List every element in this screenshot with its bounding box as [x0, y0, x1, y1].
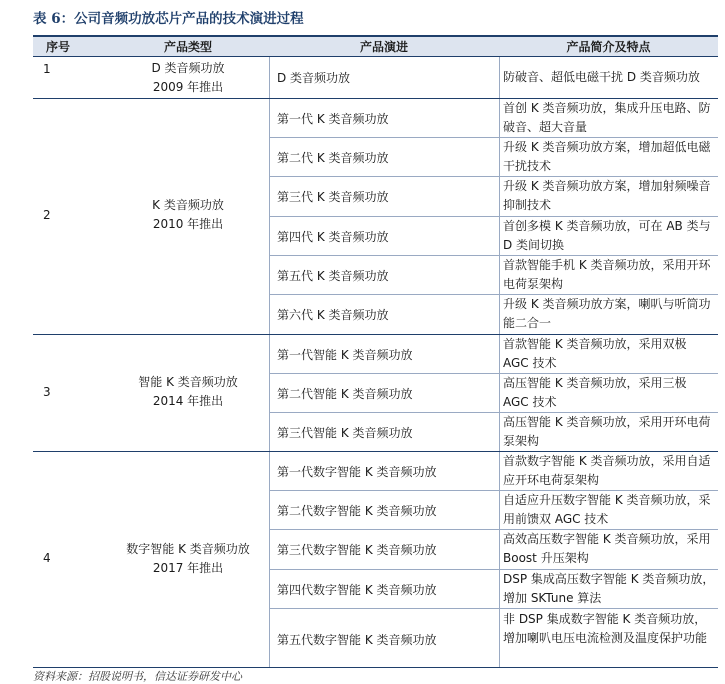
feature-cell: 首款数字智能 K 类音频功放，采用自适应开环电荷泵架构: [503, 454, 711, 487]
product-type-name: K 类音频功放: [152, 198, 224, 212]
feature-cell: 升级 K 类音频功放方案，增加超低电磁干扰技术: [503, 140, 711, 173]
table-title: 表 6：公司音频功放芯片产品的技术演进过程: [33, 11, 304, 27]
evolution-cell: 第一代数字智能 K 类音频功放: [277, 465, 437, 479]
feature-cell: DSP 集成高压数字智能 K 类音频功放，增加 SKTune 算法: [503, 572, 715, 605]
feature-cell: 首创多模 K 类音频功放，可在 AB 类与 D 类间切换: [503, 219, 711, 252]
product-type: [113, 196, 263, 234]
row-number: 1: [43, 62, 51, 76]
evolution-cell: 第一代智能 K 类音频功放: [277, 348, 413, 362]
feature-cell: 首款智能手机 K 类音频功放，采用开环电荷泵架构: [503, 258, 711, 291]
evolution-cell: 第四代数字智能 K 类音频功放: [277, 583, 437, 597]
evolution-cell: 第二代智能 K 类音频功放: [277, 387, 413, 401]
evolution-cell: 第四代 K 类音频功放: [277, 230, 389, 244]
row-number: 4: [43, 551, 51, 565]
feature-cell: 首款智能 K 类音频功放，采用双极 AGC 技术: [503, 337, 687, 370]
evolution-cell: 第三代数字智能 K 类音频功放: [277, 543, 437, 557]
header-seq: 序号: [45, 40, 70, 54]
product-type: [113, 540, 263, 578]
row-divider: [269, 608, 718, 609]
product-type: [113, 373, 263, 411]
feature-cell: 高压智能 K 类音频功放，采用开环电荷泵架构: [503, 415, 711, 448]
table-group-3: [33, 334, 718, 451]
feature-cell: 防破音、超低电磁干扰 D 类音频功放: [503, 70, 700, 84]
row-number: 2: [43, 208, 51, 222]
feature-cell: 非 DSP 集成数字智能 K 类音频功放，增加喇叭电压电流检测及温度保护功能: [503, 612, 708, 645]
feature-cell: 高效高压数字智能 K 类音频功放，采用 Boost 升压架构: [503, 532, 711, 565]
feature-cell: 升级 K 类音频功放方案，喇叭与听筒功能二合一: [503, 297, 711, 330]
header-type: 产品类型: [163, 40, 212, 54]
feature-cell: 高压智能 K 类音频功放，采用三极 AGC 技术: [503, 376, 687, 409]
product-type-name: D 类音频功放: [151, 61, 225, 75]
feature-cell: 自适应升压数字智能 K 类音频功放，采用前馈双 AGC 技术: [503, 493, 711, 526]
source-note: 资料来源：招股说明书，信达证券研发中心: [33, 670, 242, 683]
product-type-name: 数字智能 K 类音频功放: [126, 542, 250, 556]
evolution-cell: 第二代 K 类音频功放: [277, 151, 389, 165]
product-type-year: 2010 年推出: [152, 217, 224, 231]
evolution-cell: 第五代数字智能 K 类音频功放: [277, 633, 437, 647]
row-number: 3: [43, 385, 51, 399]
evolution-cell: D 类音频功放: [277, 71, 351, 85]
product-type: [113, 59, 263, 97]
evolution-cell: 第一代 K 类音频功放: [277, 112, 389, 126]
product-type-year: 2017 年推出: [152, 561, 224, 575]
table-group-2: [33, 98, 718, 334]
table-group-4: [33, 451, 718, 667]
table-group-1: [33, 57, 718, 98]
evolution-cell: 第三代 K 类音频功放: [277, 190, 389, 204]
product-type-name: 智能 K 类音频功放: [138, 375, 238, 389]
evolution-cell: 第六代 K 类音频功放: [277, 308, 389, 322]
evolution-cell: 第五代 K 类音频功放: [277, 269, 389, 283]
feature-cell: 升级 K 类音频功放方案，增加射频噪音抑制技术: [503, 179, 711, 212]
product-type-year: 2014 年推出: [152, 394, 224, 408]
evolution-cell: 第二代数字智能 K 类音频功放: [277, 504, 437, 518]
table-header: [33, 35, 718, 57]
feature-cell: 首创 K 类音频功放，集成升压电路、防破音、超大音量: [503, 101, 711, 134]
evolution-cell: 第三代智能 K 类音频功放: [277, 426, 413, 440]
product-type-year: 2009 年推出: [152, 80, 224, 94]
header-evolution: 产品演进: [359, 40, 408, 54]
header-features: 产品简介及特点: [566, 40, 651, 54]
